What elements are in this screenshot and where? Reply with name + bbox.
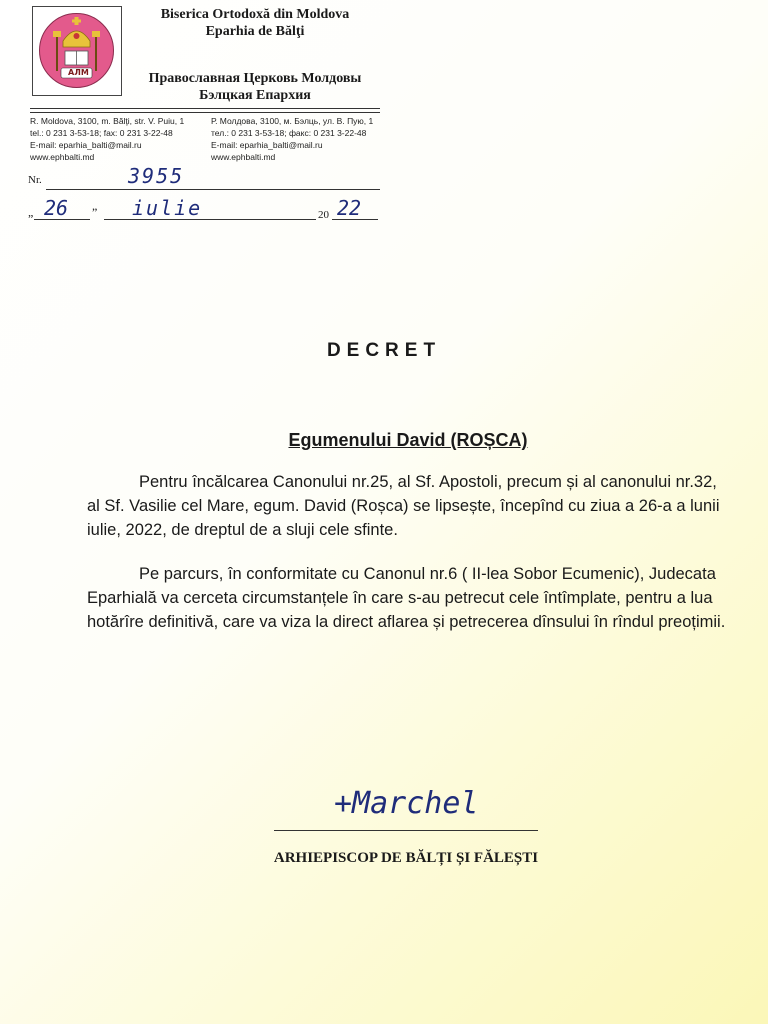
logo-monogram: АЛМ <box>68 68 89 77</box>
date-year: 22 <box>337 196 362 220</box>
eparchy-name-ru: Бэлцкая Епархия <box>199 88 311 103</box>
signatory-title: ARHIEPISCOP DE BĂLȚI ȘI FĂLEȘTI <box>273 850 539 866</box>
church-name-ru: Православная Церковь Молдовы <box>148 71 362 86</box>
contact-block-ru <box>211 115 391 163</box>
date-quote-close: ” <box>92 205 98 219</box>
signature-line <box>274 830 538 831</box>
handwritten-signature: +Marchel <box>334 786 479 821</box>
nr-label: Nr. <box>28 174 42 186</box>
registration-number: 3955 <box>128 164 185 188</box>
eparchy-logo <box>32 6 122 96</box>
eparchy-name-ro: Eparhia de Bălţi <box>205 24 305 39</box>
email-ru: E-mail: eparhia_balti@mail.ru <box>211 140 323 150</box>
church-name-ro: Biserica Ortodoxă din Moldova <box>160 7 350 22</box>
website-ro: www.ephbalti.md <box>30 152 95 162</box>
paragraph-2: Pe parcurs, în conformitate cu Canonul nr.6 ( II-lea Sobor Ecumenic), Judecata Eparhială va cerceta circumstanțele în care s-au petrecut cele întîmplate, pentru a lua hotărîre definitivă, care va viza la direct aflarea și petrecerea dînsului în rîndul preoțimii. <box>87 565 726 631</box>
date-month: iulie <box>132 196 203 220</box>
letterhead-russian <box>130 70 380 104</box>
date-quote-open: „ <box>28 205 34 219</box>
address-ro: R. Moldova, 3100, m. Bălţi, str. V. Puiu, 1 <box>30 116 185 126</box>
phone-ro: tel.: 0 231 3-53-18; fax: 0 231 3-22-48 <box>30 128 173 138</box>
paragraph-1: Pentru încălcarea Canonului nr.25, al Sf. Apostoli, precum și al canonului nr.32, al Sf. Vasilie cel Mare, egum. David (Roșca) se lipsește, începînd cu ziua a 26-a a lunii iulie, 2022, de dreptul de a sluji cele sfinte. <box>87 473 720 539</box>
letterhead-divider-thin <box>30 112 380 113</box>
document-title: DECRET <box>326 340 442 361</box>
nr-underline <box>46 189 380 190</box>
address-ru: Р. Молдова, 3100, м. Бэлць, ул. В. Пую, 1 <box>211 116 374 126</box>
year-prefix: 20 <box>318 209 329 221</box>
date-day: 26 <box>44 196 69 220</box>
eparchy-emblem-icon <box>33 7 120 94</box>
phone-ru: тел.: 0 231 3-53-18; факс: 0 231 3-22-48 <box>211 128 367 138</box>
addressee: Egumenului David (ROȘCA) <box>288 430 528 450</box>
website-ru: www.ephbalti.md <box>211 152 276 162</box>
letterhead-romanian <box>130 6 380 40</box>
letterhead-divider <box>30 108 380 109</box>
contact-block-ro <box>30 115 210 163</box>
email-ro: E-mail: eparhia_balti@mail.ru <box>30 140 142 150</box>
